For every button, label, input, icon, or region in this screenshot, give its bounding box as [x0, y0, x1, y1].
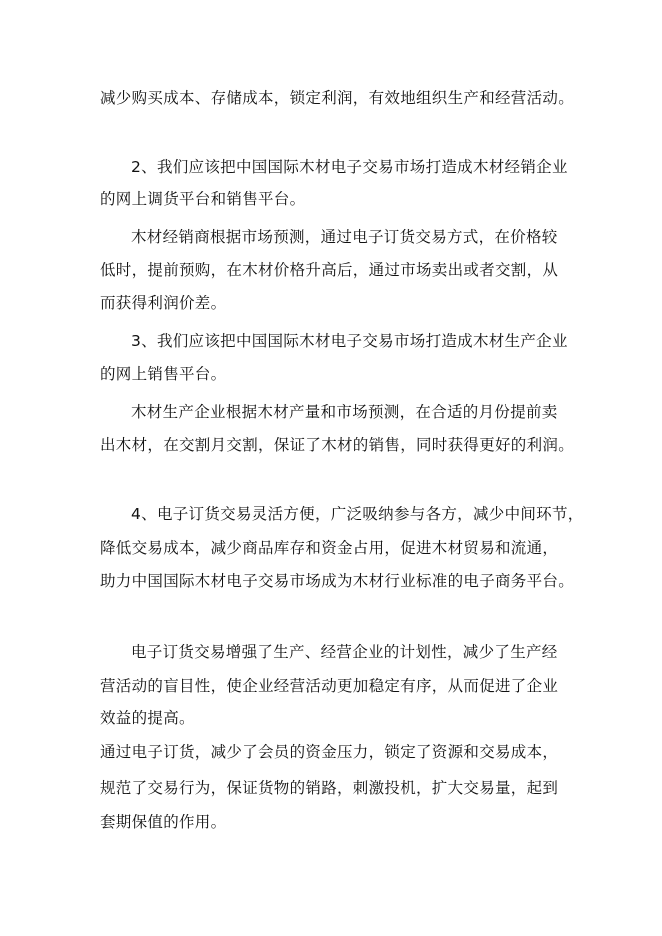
text-line: 低时，提前预购，在木材价格升高后，通过市场卖出或者交割，从	[100, 261, 559, 279]
text-line: 木材生产企业根据木材产量和市场预测，在合适的月份提前卖	[131, 403, 558, 421]
text-line: 降低交易成本，减少商品库存和资金占用，促进木材贸易和流通，	[100, 539, 559, 557]
text-line: 的网上调货平台和销售平台。	[100, 190, 306, 208]
text-line: 4、电子订货交易灵活方便，广泛吸纳参与各方，减少中间环节，	[131, 505, 584, 523]
text-line: 效益的提高。	[100, 709, 195, 727]
text-line: 规范了交易行为，保证货物的销路，刺激投机，扩大交易量，起到	[100, 779, 559, 797]
text-line: 助力中国国际木材电子交易市场成为木材行业标准的电子商务平台。	[100, 572, 575, 590]
text-line: 套期保值的作用。	[100, 813, 227, 831]
text-line: 3、我们应该把中国国际木材电子交易市场打造成木材生产企业	[131, 332, 568, 350]
text-line: 木材经销商根据市场预测，通过电子订货交易方式，在价格较	[131, 228, 558, 246]
text-line: 的网上销售平台。	[100, 365, 227, 383]
text-line: 通过电子订货，减少了会员的资金压力，锁定了资源和交易成本，	[100, 743, 559, 761]
text-line: 出木材，在交割月交割，保证了木材的销售，同时获得更好的利润。	[100, 436, 575, 454]
text-line: 营活动的盲目性，使企业经营活动更加稳定有序，从而促进了企业	[100, 677, 559, 695]
text-line: 电子订货交易增强了生产、经营企业的计划性，减少了生产经	[131, 643, 558, 661]
text-line: 减少购买成本、存储成本，锁定利润，有效地组织生产和经营活动。	[100, 89, 575, 107]
text-line: 2、我们应该把中国国际木材电子交易市场打造成木材经销企业	[131, 158, 568, 176]
text-line: 而获得利润价差。	[100, 294, 227, 312]
